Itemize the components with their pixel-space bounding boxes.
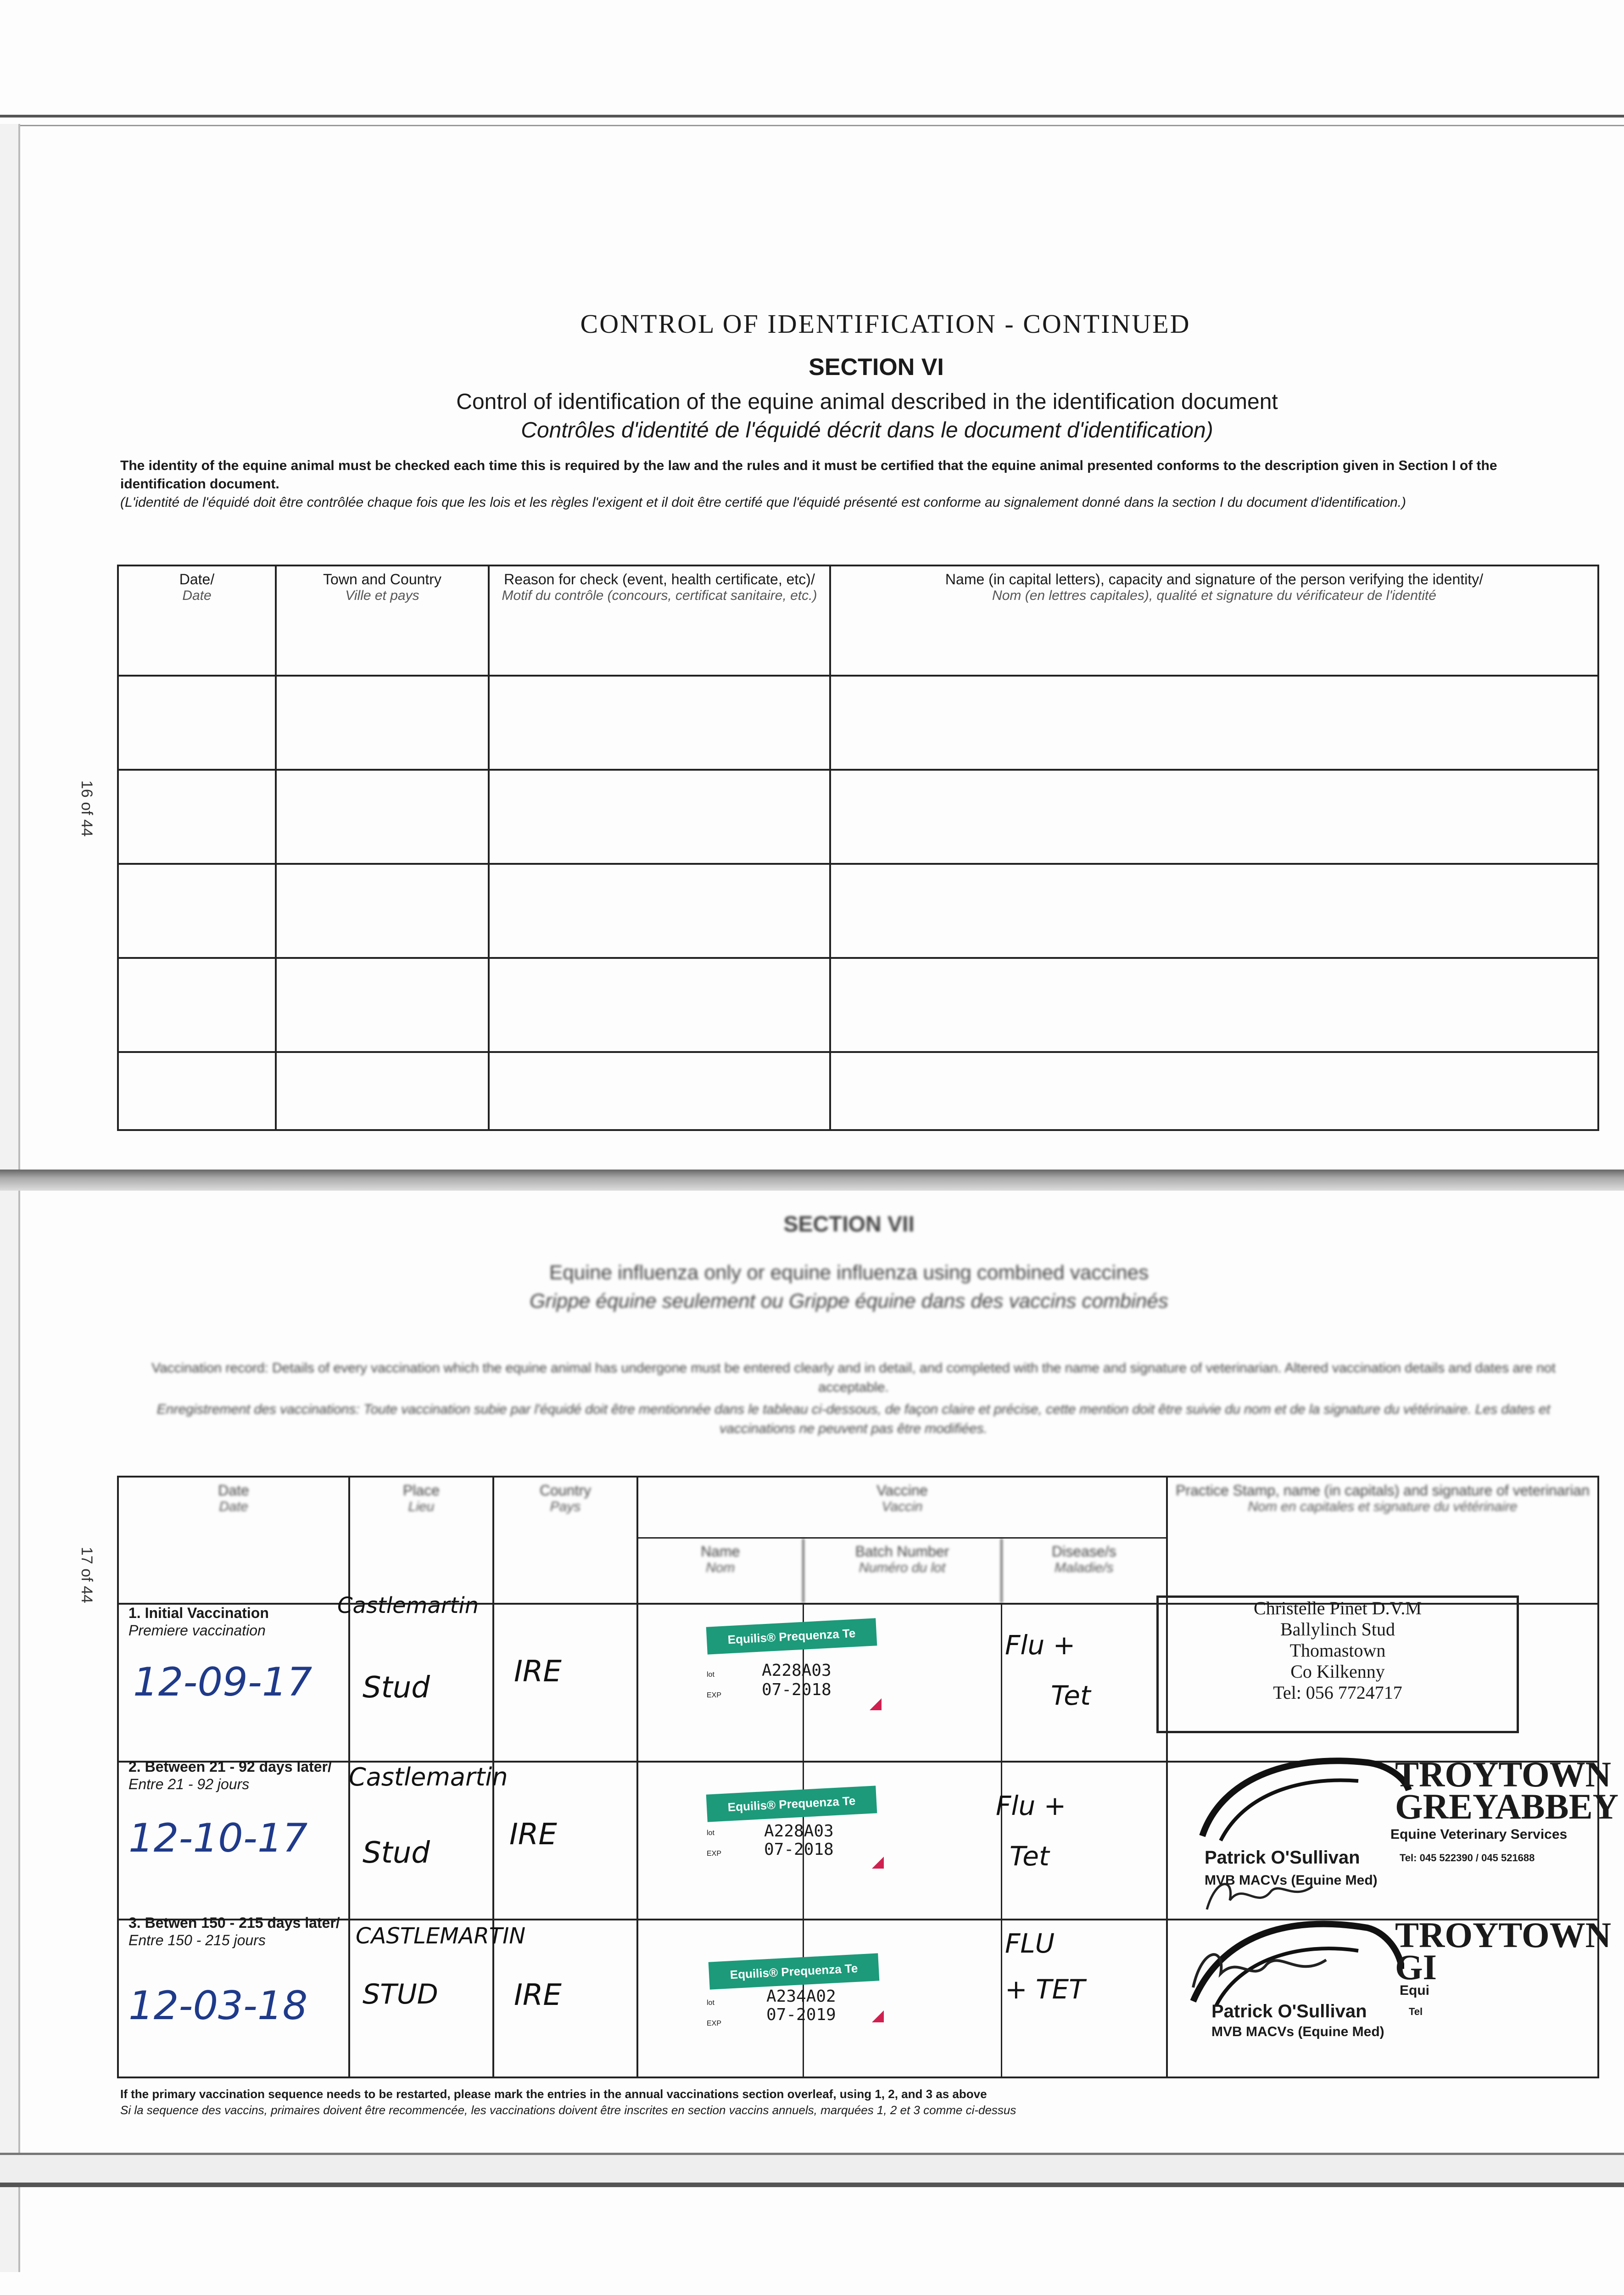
place-3-line2: STUD (363, 1978, 438, 2010)
table-row (118, 864, 1598, 958)
table-header-row (118, 1477, 1598, 1604)
vaccine-sticker-1: Equilis® Prequenza Te (706, 1618, 877, 1654)
place-1-line2: Stud (363, 1671, 430, 1705)
vaccination-date-1: 12-09-17 (133, 1659, 313, 1705)
column-diseases: Disease/s Maladie/s (1052, 1543, 1116, 1575)
stamp3-brand-1: TROYTOWN (1395, 1915, 1611, 1955)
expiry-tag-3: EXP (707, 2020, 722, 2027)
column-vaccine: Vaccine Vaccin Name Nom Batch Number Numéro du lot Disease/s Maladie/s (637, 1477, 1167, 1604)
page-number-lower: 17 of 44 (78, 1547, 95, 1603)
section7-subtitle-en: Equine influenza only or equine influenza using combined vaccines (549, 1261, 1149, 1284)
section-subtitle-en: Control of identification of the equine animal described in the identification document (456, 390, 1278, 414)
column-town-country: Town and Country Ville et pays (276, 565, 489, 676)
table-row (118, 958, 1598, 1052)
row-label-2: 2. Between 21 - 92 days later/ Entre 21 - 92 jours (128, 1758, 332, 1792)
page-fold (0, 1170, 1624, 1191)
disease-2-line1: Flu + (996, 1790, 1066, 1821)
stamp3-qualification: MVB MACVs (Equine Med) (1211, 2024, 1384, 2039)
sheet-top-edge (0, 115, 1624, 126)
column-batch-number: Batch Number Numéro du lot (804, 1539, 1002, 1603)
stamp2-brand-2: GREYABBEY (1395, 1786, 1618, 1826)
stamp2-telephone: Tel: 045 522390 / 045 521688 (1400, 1852, 1535, 1864)
batch-tag-2: lot (707, 1829, 714, 1837)
stamp3-brand-2: GI (1395, 1947, 1437, 1987)
table-header-row (118, 565, 1598, 676)
vaccine-sticker-3: Equilis® Prequenza Te (709, 1953, 880, 1989)
batch-tag-1: lot (707, 1671, 714, 1679)
batch-number-1: A228A03 (762, 1661, 832, 1680)
sticker-mark-2 (872, 1857, 884, 1869)
column-country: Country Pays (493, 1477, 637, 1604)
section-heading: CONTROL OF IDENTIFICATION - CONTINUED (580, 309, 1191, 339)
row-label-1: 1. Initial Vaccination Premiere vaccination (128, 1605, 269, 1639)
column-date: Date Date (118, 1477, 349, 1604)
column-date: Date/ Date (118, 565, 276, 676)
expiry-tag-2: EXP (707, 1850, 722, 1858)
table-row (118, 770, 1598, 864)
sheet-left-edge (0, 124, 20, 2272)
expiry-tag-1: EXP (707, 1691, 722, 1699)
country-2: IRE (509, 1818, 557, 1852)
column-vaccine-name: Name Nom (638, 1539, 804, 1603)
section-subtitle-fr: Contrôles d'identité de l'équidé décrit dans le document d'identification) (521, 418, 1213, 442)
stamp3-vet-name: Patrick O'Sullivan (1211, 2001, 1367, 2021)
country-1: IRE (514, 1655, 562, 1689)
section7-subtitle-fr: Grippe équine seulement ou Grippe équine dans des vaccins combinés (530, 1290, 1168, 1312)
vaccination-date-3: 12-03-18 (128, 1983, 308, 2029)
column-place: Place Lieu (349, 1477, 493, 1604)
instruction-fr: (L'identité de l'équidé doit être contrôlée chaque fois que les lois et les règles l'exigent et il doit être certifé que l'équidé présenté est conforme au signalement donné dans la section I du document d'identification.) (120, 495, 1406, 510)
vaccine-sticker-2: Equilis® Prequenza Te (706, 1786, 877, 1822)
section7-para-fr: Enregistrement des vaccinations: Toute vaccination subie par l'équidé doit être mentionnée dans le tableau ci-dessous, de façon claire et précise, cette mention doit être suivie du nom et de la signature du vétérinaire. Les dates et vaccinations ne peuvent pas être modifiées. (156, 1402, 1551, 1436)
place-3-line1: CASTLEMARTIN (356, 1923, 526, 1949)
place-2-line1: Castlemartin (349, 1763, 508, 1791)
country-3: IRE (514, 1978, 562, 2012)
disease-1-line2: Tet (1051, 1680, 1091, 1711)
signature-3-icon (1189, 1942, 1335, 1997)
table-row (118, 676, 1598, 770)
batch-tag-3: lot (707, 1999, 714, 2007)
section7-para-en: Vaccination record: Details of every vaccination which the equine animal has undergone must be entered clearly and in detail, and completed with the name and signature of veterinarian. Altered vaccination details and dates are not acceptable. (151, 1360, 1556, 1395)
section7-title: SECTION VII (783, 1212, 915, 1237)
instruction-en: The identity of the equine animal must be checked each time this is required by the law and the rules and it must be certified that the equine animal presented conforms to the description given in Section I of the identification document. (120, 458, 1497, 492)
column-reason: Reason for check (event, health certificate, etc)/ Motif du contrôle (concours, certificat sanitaire, etc.) (489, 565, 830, 676)
table-row (118, 1052, 1598, 1130)
column-vet-stamp: Practice Stamp, name (in capitals) and signature of veterinarian Nom en capitales et signature du vétérinaire (1167, 1477, 1598, 1604)
sheet-bottom-edge (0, 2153, 1624, 2187)
batch-number-2: A228A03 (764, 1822, 834, 1841)
disease-3-line1: FLU (1005, 1928, 1055, 1959)
expiry-2: 07-2018 (764, 1840, 834, 1859)
disease-2-line2: Tet (1010, 1841, 1049, 1872)
horse-logo-icon (1193, 1744, 1413, 1845)
stamp2-vet-name: Patrick O'Sullivan (1205, 1847, 1360, 1868)
stamp3-telephone: Tel (1409, 2006, 1423, 2017)
row-label-3: 3. Betwen 150 - 215 days later/ Entre 150 - 215 jours (128, 1914, 340, 1948)
vaccination-date-2: 12-10-17 (128, 1815, 308, 1861)
footer-note-fr: Si la sequence des vaccins, primaires doivent être recommencée, les vaccinations doivent être inscrites en section vaccins annuels, marquées 1, 2 et 3 comme ci-dessus (120, 2103, 1016, 2117)
stamp2-practice: Equine Veterinary Services (1390, 1827, 1568, 1842)
stamp3-practice: Equi (1400, 1983, 1429, 1998)
footer-note-en: If the primary vaccination sequence needs to be restarted, please mark the entries in the annual vaccinations section overleaf, using 1, 2, and 3 as above (120, 2087, 987, 2101)
identification-check-table (117, 565, 1599, 1131)
sticker-mark-1 (870, 1698, 882, 1710)
disease-3-line2: + TET (1005, 1974, 1085, 2005)
batch-number-3: A234A02 (766, 1987, 836, 2006)
stamp2-qualification: MVB MACVs (Equine Med) (1205, 1873, 1378, 1888)
disease-1-line1: Flu + (1005, 1629, 1076, 1661)
page-number-upper: 16 of 44 (78, 780, 95, 837)
section-title: SECTION VI (809, 354, 944, 381)
stamp2-brand-1: TROYTOWN (1395, 1754, 1611, 1794)
place-2-line2: Stud (363, 1836, 430, 1870)
sticker-mark-3 (872, 2010, 884, 2022)
column-verifier: Name (in capital letters), capacity and signature of the person verifying the identity/ Nom (en lettres capitales), qualité et signature du vérificateur de l'identité (830, 565, 1598, 676)
vet-stamp-1: Christelle Pinet D.V.M Ballylinch Stud Thomastown Co Kilkenny Tel: 056 7724717 (1156, 1595, 1519, 1733)
place-1-line1: Castlemartin (337, 1593, 479, 1618)
expiry-1: 07-2018 (762, 1680, 832, 1699)
expiry-3: 07-2019 (766, 2005, 836, 2024)
